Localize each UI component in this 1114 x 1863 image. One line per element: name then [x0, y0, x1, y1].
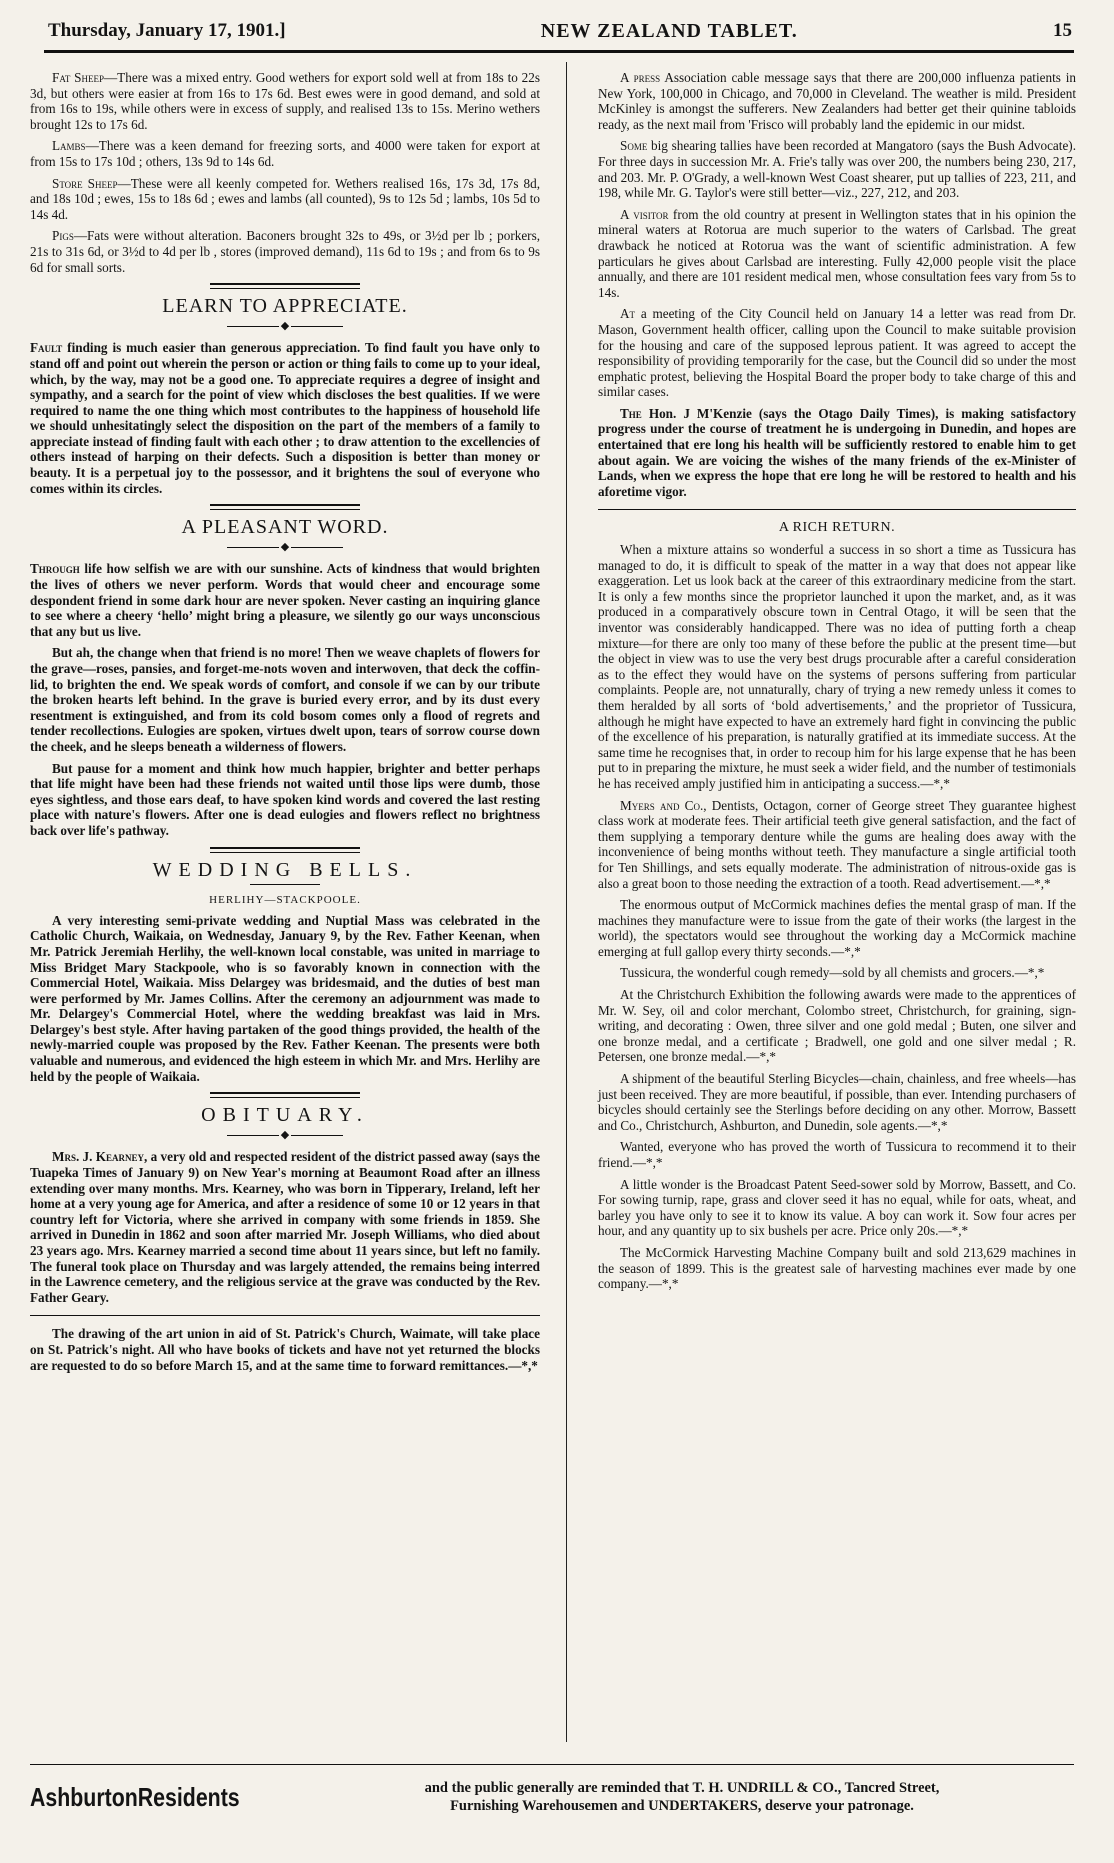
header-rule: [44, 50, 1074, 53]
market-lambs: Lambs—There was a keen demand for freezing sorts, and 4000 were taken for export at from 15s to 17s 10d ; others, 13s 9d to 14s 6d.: [30, 138, 540, 169]
page-number: 15: [1052, 20, 1072, 41]
news-item: A press Association cable message says that there are 200,000 influenza patients in New York, 100,000 in Chicago, and 70,000 in Cleveland. The weather is mild. President McKinley is amongst the sufferers. New Zealanders had better get their quinine tabloids ready, as the next mail from 'Frisco will probably land the epidemic in our midst.: [598, 70, 1077, 132]
column-divider: [566, 62, 567, 1742]
issue-date: Thursday, January 17, 1901.]: [48, 20, 286, 41]
footer-line-1: and the public generally are reminded that T. H. UNDRILL & CO., Tancred Street,: [424, 1780, 940, 1796]
section-divider: [210, 1092, 360, 1098]
short-rule: [250, 884, 320, 885]
market-fat-sheep: Fat Sheep—There was a mixed entry. Good wethers for export sold well at from 18s to 22s 3d, but others were easier at from 16s to 17s 6d. Best ewes were in good demand, and sold at from 16s to 19s, while others were in excess of supply, and realised 13s to 15s. Merino wethers brought 12s to 17s 6d.: [30, 70, 540, 132]
footer-brand: AshburtonResidents: [30, 1781, 240, 1812]
news-item: The Hon. J M'Kenzie (says the Otago Daily Times), is making satisfactory progress under the course of treatment he is undergoing in Dunedin, and hopes are entertained that ere long his health will be sufficiently restored to enable him to get about again. We are voicing the wishes of the many friends of the ex-Minister of Lands, when we express the hope that ere long he will be restored to health and his aforetime vigor.: [598, 405, 1076, 499]
section-divider: [210, 847, 360, 853]
footer-rule: [30, 1764, 1074, 1765]
section-divider: [210, 283, 360, 289]
article-body: Mrs. J. Kearney, a very old and respected resident of the district passed away (says the Tuapeka Times of January 9) on New Year's morning at Beaumont Road after an illness extending over many months. Mrs. Kearney, who was born in Tipperary, Ireland, left her home at a very young age for America, and after a residence of some 10 or 12 years in that country left for Victoria, where she arrived in company with some friends in 1859. She arrived in Dunedin in 1862 and soon after married Mr. Joseph Williams, who died about 23 years ago. Mrs. Kearney married a second time about 11 years since, but left no family. The funeral took place on Thursday and was largely attended, the remains being interred in the Lawrence cemetery, and the religious service at the grave was conducted by the Rev. Father Geary.: [30, 1149, 540, 1305]
article-wedding-bells: [30, 858, 540, 1085]
paragraph-rule: [30, 1315, 540, 1316]
advert-item: Wanted, everyone who has proved the worth of Tussicura to recommend it to their friend.—*,*: [598, 1139, 1076, 1170]
advert-item: A little wonder is the Broadcast Patent Seed-sower sold by Morrow, Bassett, and Co. For sowing turnip, rape, grass and clover seed it has no equal, while for oats, wheat, and barley you have only to see it to know its value. A boy can work it. Sow four acres per hour, and any quantity up to six bushels per acre. Price only 20s.—*,*: [598, 1176, 1076, 1239]
article-heading: A RICH RETURN.: [778, 520, 896, 536]
advert-item: The enormous output of McCormick machines defies the mental grasp of man. If the machines they manufacture were to issue from the gate of their works (the largest in the world), the spectators would see throughout the working day a McCormick machine emerging at full gallop every thirty seconds.—*,*: [598, 897, 1076, 959]
section-divider: [210, 504, 360, 510]
article-obituary: [30, 1104, 540, 1305]
advert-item: Tussicura, the wonderful cough remedy—sold by all chemists and grocers.—*,*: [620, 965, 1045, 981]
market-pigs: Pigs—Fats were without alteration. Baconers brought 32s to 49s, or 3½d per lb ; porkers, 21s to 31s 6d, or 3½d to 4d per lb , stores (improved demand), 11s 6d to 19s ; and from 6s to 9s 6d for small sorts.: [30, 228, 540, 275]
left-column: [30, 70, 540, 1379]
article-body: A very interesting semi-private wedding and Nuptial Mass was celebrated in the Catholic Church, Waikaia, on Wednesday, January 9, by the Rev. Father Keenan, when Mr. Patrick Jeremiah Herlihy, the well-known local constable, was united in marriage to Miss Bridget Mary Stackpoole, who is so favorably known in connection with the Commercial Hotel, Waikaia. Miss Delargey was bridesmaid, and the duties of best man were performed by Mr. James Collins. After the ceremony an adjournment was made to Mr. Delargey's Commercial Hotel, where the wedding breakfast was laid in Mrs. Delargey's best style. After having partaken of the good things provided, the health of the newly-married couple was proposed by the Rev. Father Keenan. The presents were both valuable and numerous, and evidenced the high esteem in which Mr. and Mrs. Herlihy are held by the people of Waikaia.: [30, 912, 540, 1084]
article-learn-to-appreciate: [30, 295, 540, 496]
market-report: [30, 70, 540, 275]
right-column: [598, 70, 1076, 1298]
article-body: Fault finding is much easier than generous appreciation. To find fault you have only to stand off and point out wherein the person or action or thing fails to come up to your ideal, which, by the way, may not be a good one. To appreciate requires a degree of insight and sympathy, and a search for the point of view which discloses the best qualities. If we were required to name the one thing which most contributes to the happiness of household life we should unhesitatingly select the disposition on the part of the members of a family to appreciate instead of finding fault with each other ; to draw attention to the excellencies of others instead of harping on their defects. Such a disposition is better than money or beauty. It is a perpetual joy to the possessor, and it brightens the soul of everyone who comes within its circles.: [30, 340, 540, 496]
article-rich-return: [598, 520, 1076, 791]
news-item: Some big shearing tallies have been recorded at Mangatoro (says the Bush Advocate). For three days in succession Mr. A. Frie's tally was over 200, the numbers being 230, 217, and 203. Mr. P. O'Grady, a well-known West Coast shearer, put up tallies of 223, 211, and 198, while Mr. G. Taylor's were still better—viz., 227, 212, and 203.: [598, 138, 1076, 201]
section-rule: [598, 509, 1076, 510]
article-paragraph: Through life how selfish we are with our sunshine. Acts of kindness that would brighten the lives of others we never perform. Words that would cheer and encourage some despondent friend in some dark hour are never spoken. Never casting an inquiring glance to see where a cheery ‘hello’ might bring a pleasure, we silently go our ways unconscious that any but us live.: [30, 561, 540, 639]
art-union-notice: The drawing of the art union in aid of St. Patrick's Church, Waimate, will take place on St. Patrick's night. All who have books of tickets and have not yet returned the blocks are requested to do so before March 15, and at the same time to forward remittances.—*,*: [30, 1326, 540, 1373]
advert-item: Myers and Co., Dentists, Octagon, corner of George street They guarantee highest class work at moderate fees. Their artificial teeth give general satisfaction, and the fact of them supplying a temporary denture while the gums are healing does away with the inconvenience of being months without teeth. They manufacture a single artificial tooth for Ten Shillings, and sets equally moderate. The administration of nitrous-oxide gas is also a great boon to those needing the extraction of a tooth. Read advertisement.—*,*: [598, 797, 1076, 891]
footer-advert: [30, 1772, 1074, 1822]
ornament-divider: ◆: [30, 319, 540, 335]
article-heading: WEDDING BELLS.: [152, 858, 418, 881]
article-paragraph: But ah, the change when that friend is no more! Then we weave chaplets of flowers for the grave—roses, pansies, and forget-me-nots woven and interwoven, that deck the coffin-lid, to brighten the end. We speak words of comfort, and console if we can by our tribute the broken hearts left behind. In the grave is buried every error, and by its dust every resentment is extinguished, and from its cold bosom comes only a flood of regrets and tender recollections. Eulogies are spoken, virtues dwelt upon, tears of sorrow course down the cheek, and he sleeps beneath a wilderness of flowers.: [30, 645, 540, 754]
article-heading: A PLEASANT WORD.: [181, 516, 389, 539]
article-subheading: HERLIHY—STACKPOOLE.: [209, 894, 361, 907]
advert-item: The McCormick Harvesting Machine Company built and sold 213,629 machines in the season of 1899. This is the greatest sale of harvesting machines ever made by one company.—*,*: [598, 1244, 1076, 1292]
ornament-divider: ◆: [30, 540, 540, 556]
article-heading: LEARN TO APPRECIATE.: [162, 295, 408, 318]
article-body: When a mixture attains so wonderful a success in so short a time as Tussicura has managed to do, it is difficult to speak of the matter in a way that does not appear like exaggeration. Let us look back at the career of this extraordinary medicine from the start. It is only a few months since the proprietor launched it upon the market, and, as it was produced in a comparatively obscure town in Central Otago, it will be seen that the inventor was considerably handicapped. There was no idea of putting forth a cheap mixture—for there are only too many of these before the public at the present time—but the object in view was to use the very best drugs procurable after a careful consideration as to the effect they would have on the systems of persons suffering from particular complaints. People are, not unnaturally, chary of trying a new remedy unless it comes to them heralded by all sorts of ‘bold advertisements,’ and the proprietor of Tussicura, although he might have expected to have an extremely hard fight in convincing the public of the excellence of his preparation, is naturally gratified at its immediate success. At the same time he recognises that, in order to recoup him for his large expense that he has been put to in preparing the mixture, he must seek a wider field, and the number of testimonials he has received amply justified him in anticipating a success.—*,*: [598, 542, 1076, 791]
footer-message: [290, 1779, 1074, 1815]
ornament-divider: ◆: [30, 1128, 540, 1144]
advert-item: A shipment of the beautiful Sterling Bicycles—chain, chainless, and free wheels—has just been received. They are more beautiful, if possible, than ever. Intending purchasers of bicycles should certainly see the Sterlings before deciding on any other. Morrow, Bassett and Co., Christchurch, Ashburton, and Dunedin, sole agents.—*,*: [598, 1071, 1076, 1133]
advert-item: At the Christchurch Exhibition the following awards were made to the apprentices of Mr. W. Sey, oil and color merchant, Colombo street, Christchurch, for graining, sign-writing, and decorating : Owen, three silver and one gold medal ; Buten, one silver and one bronze medal, and a certificate ; Bradwell, one gold and one silver medal ; R. Petersen, one bronze medal.—*,*: [598, 987, 1076, 1065]
article-heading: OBITUARY.: [201, 1104, 369, 1127]
footer-line-2: Furnishing Warehousemen and UNDERTAKERS, deserve your patronage.: [450, 1798, 914, 1814]
news-item: At a meeting of the City Council held on January 14 a letter was read from Dr. Mason, Government health officer, calling upon the Council to make suitable provision for the housing and care of the supposed leprous patient. It was agreed to accept the responsibility of providing temporarily for the case, but the Council did so under the most emphatic protest, believing the Hospital Board the proper body to take charge of this and similar cases.: [598, 306, 1076, 400]
article-paragraph: But pause for a moment and think how much happier, brighter and better perhaps that life might have been had these friends not waited until those lips were dumb, those eyes sightless, and those ears deaf, to have spoken kind words and covered the last resting place with nature's flowers. After one is dead eulogies and flowers reflect no brightness back over life's pathway.: [30, 760, 540, 838]
market-store-sheep: Store Sheep—These were all keenly competed for. Wethers realised 16s, 17s 3d, 17s 8d, and 18s 10d ; ewes, 15s to 18s 6d ; ewes and lambs (all counted), 9s to 12s 5d ; lambs, 10s 5d to 14s 4d.: [30, 175, 540, 222]
article-pleasant-word: [30, 516, 540, 838]
news-item: A visitor from the old country at present in Wellington states that in his opinion the mineral waters at Rotorua are much superior to the waters of Carlsbad. The great drawback he noticed at Rotorua was the want of scientific administration. A few particulars he gives about Carlsbad are interesting. Fully 42,000 people visit the place annually, and there are 101 resident medical men, whose consultation fees vary from 5s to 14s.: [598, 206, 1076, 300]
newspaper-title: NEW ZEALAND TABLET.: [540, 19, 798, 42]
masthead: [48, 16, 1072, 46]
